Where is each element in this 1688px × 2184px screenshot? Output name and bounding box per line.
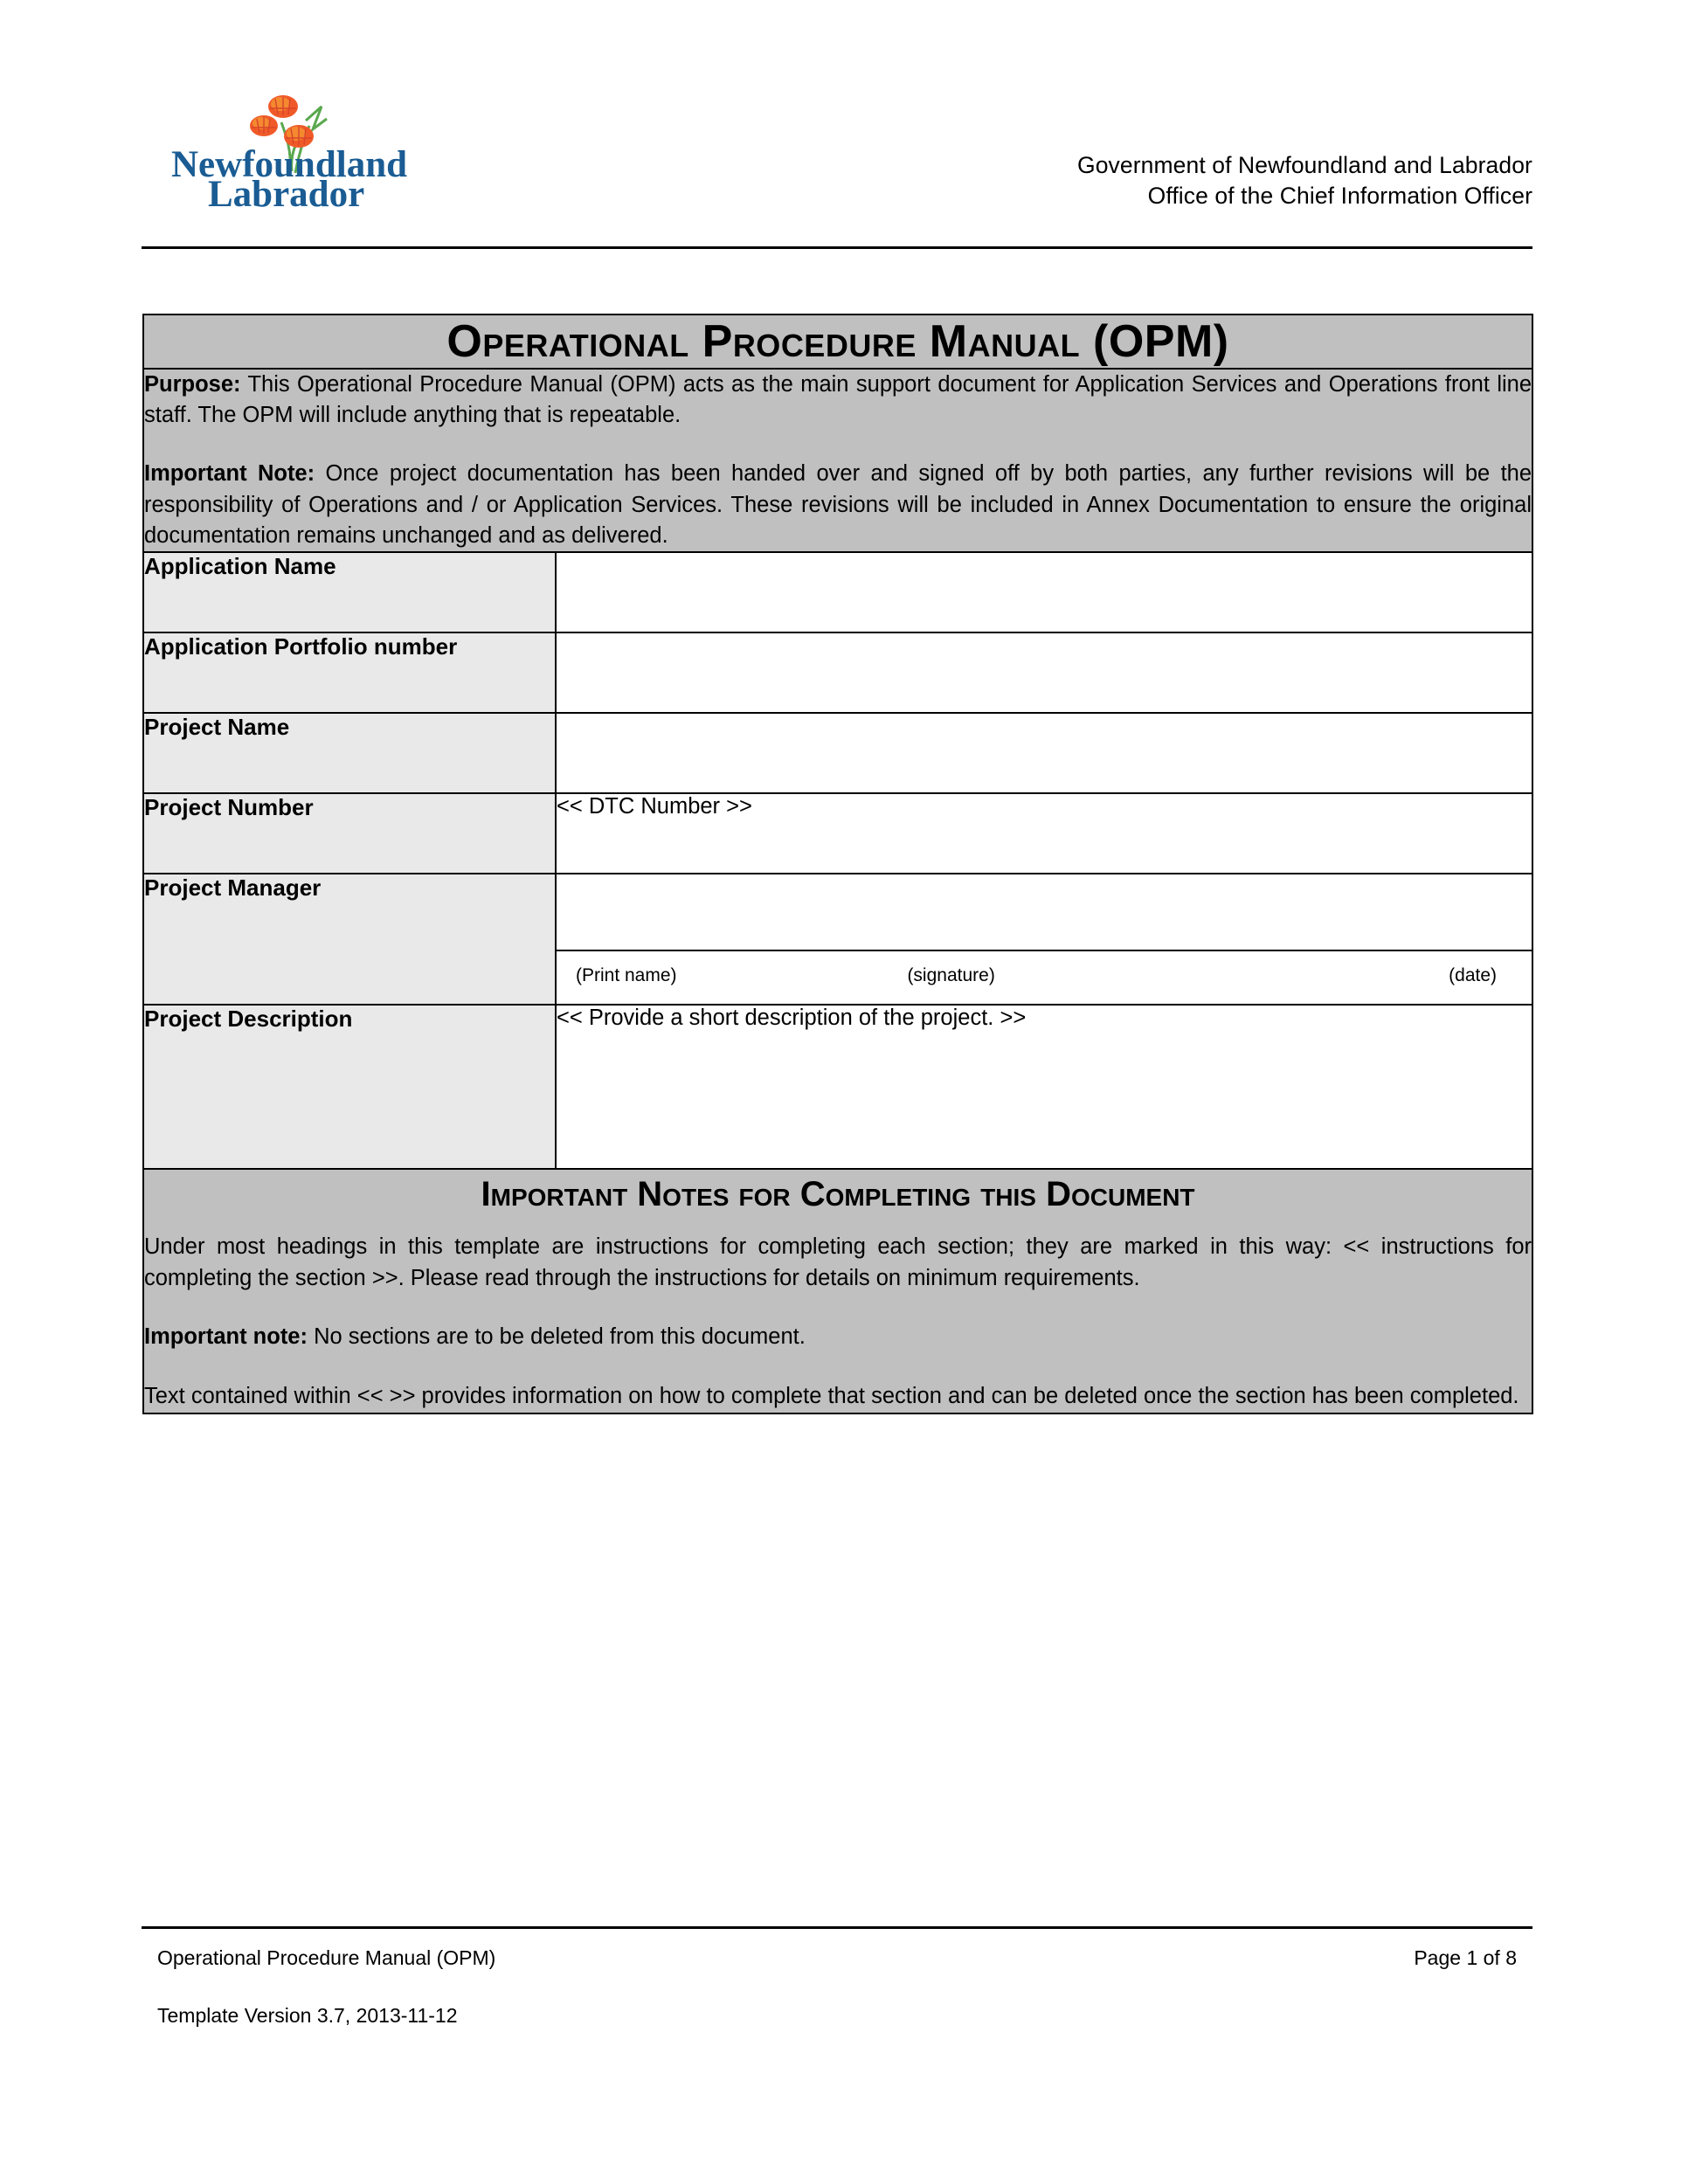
org-line-2: Office of the Chief Information Officer xyxy=(1147,182,1532,209)
label-project-description: Project Description xyxy=(143,1005,556,1169)
label-project-manager: Project Manager xyxy=(143,874,556,1005)
label-application-portfolio-number: Application Portfolio number xyxy=(143,632,556,713)
caption-print-name: (Print name) xyxy=(576,964,677,985)
label-project-number: Project Number xyxy=(143,793,556,874)
footer-document-name: Operational Procedure Manual (OPM) xyxy=(157,1946,496,1969)
purpose-paragraph xyxy=(144,370,1532,431)
notes-paragraph-2-label: Important note: xyxy=(144,1324,308,1350)
page-header xyxy=(142,52,1532,249)
notes-paragraph-1: Under most headings in this template are instructions for completing each section; they are marked in this way: << instructions for completing the section >>. Please read through the instructions for details on minimum requirements. xyxy=(144,1234,1532,1290)
footer-divider xyxy=(142,1926,1532,1929)
notes-paragraph-2 xyxy=(144,1322,1532,1353)
table-row-application-name xyxy=(143,552,1532,632)
value-project-description[interactable]: << Provide a short description of the project. >> xyxy=(556,1005,1532,1169)
signature-captions-cell xyxy=(556,950,1532,1005)
purpose-cell xyxy=(143,369,1532,552)
label-project-name: Project Name xyxy=(143,713,556,793)
value-project-number[interactable]: << DTC Number >> xyxy=(556,793,1532,874)
document-info-table xyxy=(142,314,1533,1414)
label-application-name: Application Name xyxy=(143,552,556,632)
page-title: Operational Procedure Manual (OPM) xyxy=(446,316,1229,367)
important-notes-cell xyxy=(143,1169,1532,1413)
value-application-name[interactable] xyxy=(556,552,1532,632)
logo-line-1: Newfoundland xyxy=(171,144,408,185)
value-project-name[interactable] xyxy=(556,713,1532,793)
important-notes-heading: Important Notes for Completing this Document xyxy=(481,1174,1195,1213)
table-row-project-number xyxy=(143,793,1532,874)
value-application-portfolio-number[interactable] xyxy=(556,632,1532,713)
table-row-project-name xyxy=(143,713,1532,793)
table-row-project-description xyxy=(143,1005,1532,1169)
header-divider xyxy=(142,246,1532,249)
important-note-paragraph xyxy=(144,459,1532,551)
newfoundland-labrador-flower-logo xyxy=(159,68,439,208)
notes-paragraph-3: Text contained within << >> provides information on how to complete that section and can be deleted once the section has been completed. xyxy=(144,1384,1519,1408)
page-footer xyxy=(157,1946,1517,2028)
organization-header xyxy=(1077,150,1532,211)
value-project-manager[interactable] xyxy=(556,874,1532,950)
table-row-application-portfolio-number xyxy=(143,632,1532,713)
table-row-title xyxy=(143,314,1532,369)
caption-date: (date) xyxy=(1449,964,1498,985)
footer-page-number: Page 1 of 8 xyxy=(1414,1946,1517,1969)
purpose-label: Purpose: xyxy=(144,372,241,397)
table-row-important-notes xyxy=(143,1169,1532,1413)
table-row-project-manager xyxy=(143,874,1532,950)
footer-template-version: Template Version 3.7, 2013-11-12 xyxy=(157,2003,458,2027)
important-note-label: Important Note: xyxy=(144,461,315,487)
document-title-cell xyxy=(143,314,1532,369)
notes-paragraph-2-text: No sections are to be deleted from this document. xyxy=(314,1324,806,1350)
important-notes-heading-wrap xyxy=(144,1170,1532,1232)
caption-signature: (signature) xyxy=(907,964,995,985)
org-line-1: Government of Newfoundland and Labrador xyxy=(1077,152,1532,178)
table-row-purpose xyxy=(143,369,1532,552)
purpose-text: This Operational Procedure Manual (OPM) acts as the main support document for Application Services and Operations front line staff. The OPM will include anything that is repeatable. xyxy=(144,372,1532,428)
logo-line-2: Labrador xyxy=(208,174,365,208)
important-note-text: Once project documentation has been handed over and signed off by both parties, any further revisions will be the responsibility of Operations and / or Application Services. These revisions will be included in Annex Documentation to ensure the original documentation remains unchanged and as delivered. xyxy=(144,461,1532,548)
